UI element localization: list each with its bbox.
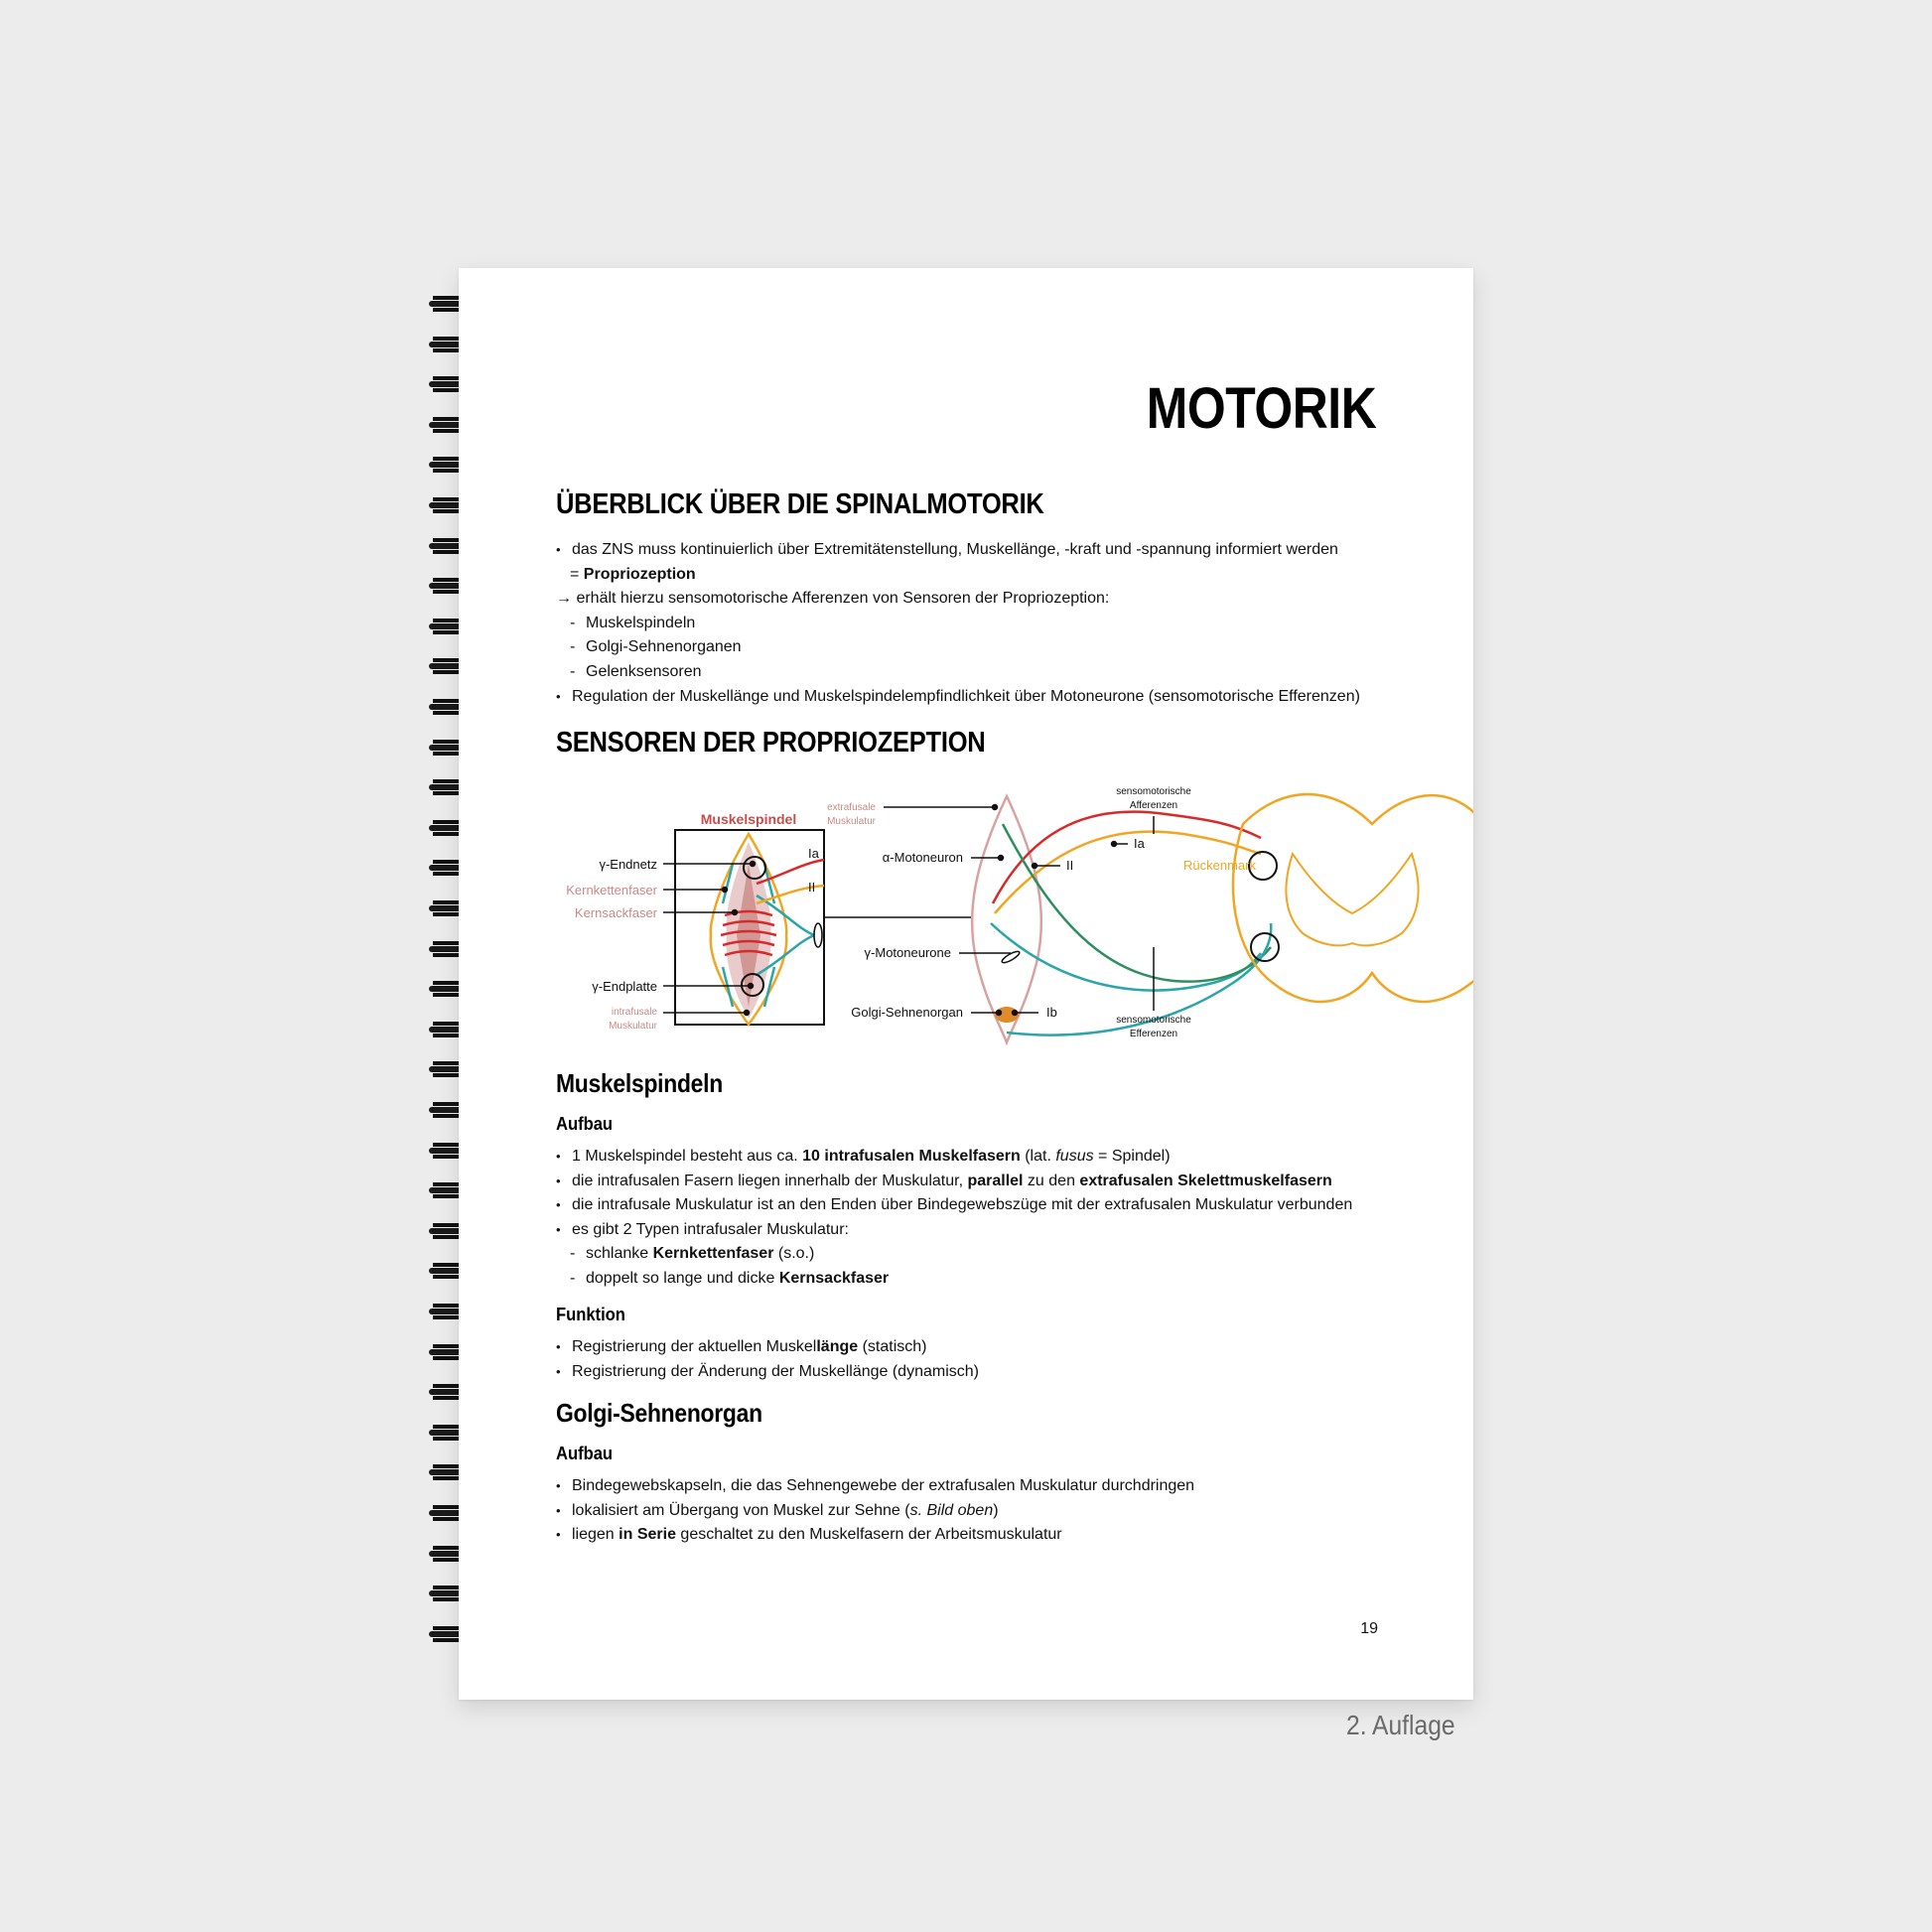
list-item: • die intrafusale Muskulatur ist an den Enden über Bindegewebszüge mit der extrafusalen Muskulatur verbunden	[556, 1193, 1430, 1218]
list-item: • es gibt 2 Typen intrafusaler Muskulatur:	[556, 1218, 1430, 1243]
extrafusale-label-1: extrafusale	[827, 802, 876, 813]
ia-label-right: Ia	[1134, 836, 1145, 851]
golgi-heading: Golgi-Sehnenorgan	[556, 1398, 762, 1428]
sensors-heading: SENSOREN DER PROPRIOZEPTION	[556, 727, 986, 759]
muskelspindeln-aufbau-list	[556, 1145, 1430, 1292]
page-number: 19	[1360, 1620, 1378, 1637]
spindle-nerve-sheath	[814, 923, 822, 947]
list-item: • Regulation der Muskellänge und Muskelspindelempfindlichkeit über Motoneurone (sensomotorische Efferenzen)	[556, 685, 1430, 710]
list-item: • lokalisiert am Übergang von Muskel zur Sehne (s. Bild oben)	[556, 1499, 1430, 1524]
muskelspindeln-funktion-heading: Funktion	[556, 1305, 625, 1324]
extrafusale-label-2: Muskulatur	[827, 816, 876, 827]
muskelspindeln-aufbau-heading: Aufbau	[556, 1114, 614, 1134]
spinal-cord-outline	[1233, 794, 1473, 1002]
list-item: • Registrierung der Änderung der Muskellänge (dynamisch)	[556, 1360, 1430, 1385]
efferenz-circle	[1251, 933, 1279, 961]
list-item: = Propriozeption	[570, 565, 696, 583]
list-item: - schlanke Kernkettenfaser (s.o.)	[556, 1242, 1430, 1267]
list-item: → erhält hierzu sensomotorische Afferenzen von Sensoren der Propriozeption:	[556, 590, 1110, 608]
kernkettenfaser-label: Kernkettenfaser	[566, 883, 657, 897]
gamma-nerve-sheath	[1001, 949, 1021, 964]
ib-label: Ib	[1046, 1005, 1057, 1020]
golgi-sehnenorgan-label: Golgi-Sehnenorgan	[851, 1005, 963, 1020]
muskelspindeln-funktion-list	[556, 1335, 1430, 1384]
alpha-motoneuron-label: α-Motoneuron	[882, 850, 963, 865]
gamma-motoneurone-label: γ-Motoneurone	[864, 945, 951, 960]
gamma-endnetz-label: γ-Endnetz	[599, 857, 657, 872]
ii-label-mid: II	[1066, 858, 1074, 873]
notebook-page	[459, 268, 1473, 1700]
list-item: - doppelt so lange und dicke Kernsackfaser	[556, 1267, 1430, 1292]
list-item: • das ZNS muss kontinuierlich über Extremitätenstellung, Muskellänge, -kraft und -spannung informiert werden	[556, 538, 1430, 563]
afferenzen-label-2: Afferenzen	[1129, 800, 1178, 811]
proprioception-diagram	[459, 268, 1473, 1062]
ii-label-left: II	[808, 880, 816, 895]
golgi-aufbau-heading: Aufbau	[556, 1444, 614, 1463]
spinal-grey-matter	[1286, 854, 1418, 945]
intrafusale-label-2: Muskulatur	[609, 1021, 657, 1032]
muskelspindeln-heading: Muskelspindeln	[556, 1068, 723, 1098]
list-item: - Golgi-Sehnenorganen	[556, 635, 1430, 660]
efferenzen-label-1: sensomotorische	[1116, 1015, 1191, 1026]
page-title: MOTORIK	[1146, 376, 1376, 441]
edition-label: 2. Auflage	[1346, 1710, 1455, 1740]
ia-label-left: Ia	[808, 846, 819, 861]
list-item: • 1 Muskelspindel besteht aus ca. 10 intrafusalen Muskelfasern (lat. fusus = Spindel)	[556, 1145, 1430, 1170]
list-item: • die intrafusalen Fasern liegen innerhalb der Muskulatur, parallel zu den extrafusalen Skelettmuskelfasern	[556, 1170, 1430, 1194]
intrafusale-label-1: intrafusale	[611, 1007, 657, 1018]
golgi-aufbau-list	[556, 1474, 1430, 1548]
list-item: • Bindegewebskapseln, die das Sehnengewebe der extrafusalen Muskulatur durchdringen	[556, 1474, 1430, 1499]
gamma-endplatte-label: γ-Endplatte	[592, 979, 657, 994]
rueckenmark-label: Rückenmark	[1183, 858, 1256, 873]
list-item: • liegen in Serie geschaltet zu den Muskelfasern der Arbeitsmuskulatur	[556, 1523, 1430, 1548]
muskelspindel-label: Muskelspindel	[700, 811, 797, 827]
kernsackfaser-label: Kernsackfaser	[574, 905, 657, 920]
efferenzen-label-2: Efferenzen	[1129, 1029, 1178, 1039]
list-item: • Registrierung der aktuellen Muskellänge (statisch)	[556, 1335, 1430, 1360]
list-item: - Muskelspindeln	[556, 612, 1430, 636]
list-item: - Gelenksensoren	[556, 660, 1430, 685]
afferenzen-label-1: sensomotorische	[1116, 786, 1191, 797]
overview-heading: ÜBERBLICK ÜBER DIE SPINALMOTORIK	[556, 488, 1044, 520]
